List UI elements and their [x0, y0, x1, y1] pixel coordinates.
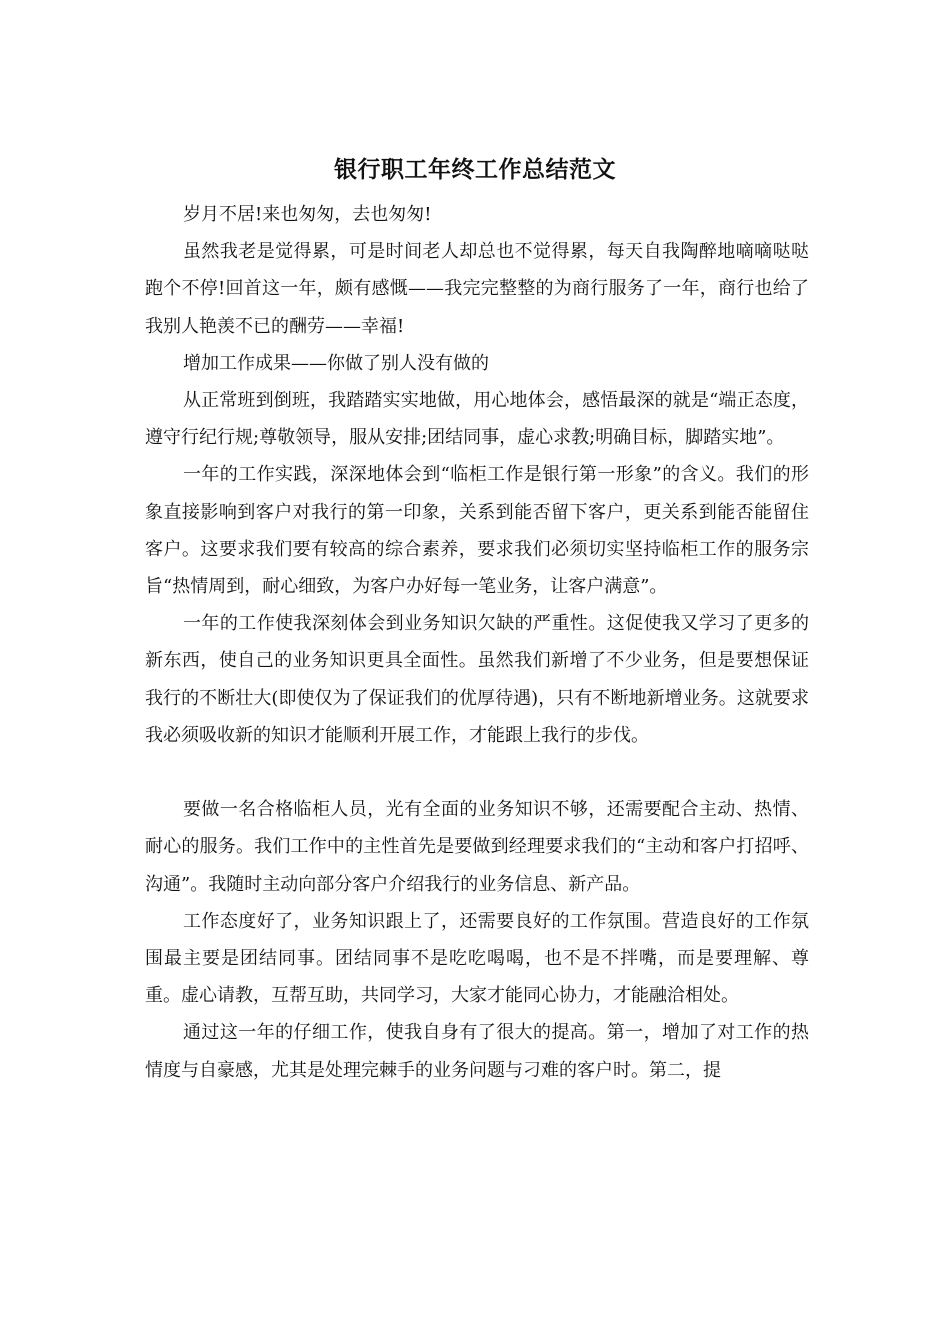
document-body — [145, 196, 809, 1089]
paragraph-improvement: 通过这一年的仔细工作，使我自身有了很大的提高。第一，增加了对工作的热情度与自豪感，尤其是处理完棘手的业务问题与刁难的客户时。第二，提 — [145, 1022, 809, 1081]
paragraph-heading-achievements: 增加工作成果——你做了别人没有做的 — [183, 352, 489, 374]
paragraph-opening: 岁月不居!来也匆匆，去也匆匆! — [183, 204, 432, 225]
document-title: 银行职工年终工作总结范文 — [334, 156, 616, 183]
paragraph-business-knowledge: 一年的工作使我深刻体会到业务知识欠缺的严重性。这促使我又学习了更多的新东西，使自己的业务知识更具全面性。虽然我们新增了不少业务，但是要想保证我行的不断壮大(即使仅为了保证我们的优厚待遇)，只有不断地新增业务。这就要求我必须吸收新的知识才能顺利开展工作，才能跟上我行的步伐。 — [145, 613, 809, 746]
paragraph-teamwork: 工作态度好了，业务知识跟上了，还需要良好的工作氛围。营造良好的工作氛围最主要是团结同事。团结同事不是吃吃喝喝，也不是不拌嘴，而是要理解、尊重。虚心请教，互帮互助，共同学习，大家才能同心协力，才能融洽相处。 — [145, 910, 809, 1007]
paragraph-reflection: 虽然我老是觉得累，可是时间老人却总也不觉得累，每天自我陶醉地嘀嘀哒哒跑个不停!回首这一年，颇有感慨——我完完整整的为商行服务了一年，商行也给了我别人艳羡不已的酬劳——幸福! — [145, 241, 809, 337]
paragraph-service: 要做一名合格临柜人员，光有全面的业务知识不够，还需要配合主动、热情、耐心的服务。我们工作中的主性首先是要做到经理要求我们的“主动和客户打招呼、沟通”。我随时主动向部分客户介绍我行的业务信息、新产品。 — [145, 799, 809, 895]
blank-line — [145, 754, 809, 791]
paragraph-attitude: 从正常班到倒班，我踏踏实实地做，用心地体会，感悟最深的就是“端正态度，遵守行纪行规;尊敬领导，服从安排;团结同事，虚心求教;明确目标，脚踏实地”。 — [145, 390, 809, 449]
paragraph-counter-image: 一年的工作实践，深深地体会到“临柜工作是银行第一形象”的含义。我们的形象直接影响到客户对我行的第一印象，关系到能否留下客户，更关系到能否能留住客户。这要求我们要有较高的综合素养，要求我们必须切实坚持临柜工作的服务宗旨“热情周到，耐心细致，为客户办好每一笔业务，让客户满意”。 — [145, 464, 809, 598]
